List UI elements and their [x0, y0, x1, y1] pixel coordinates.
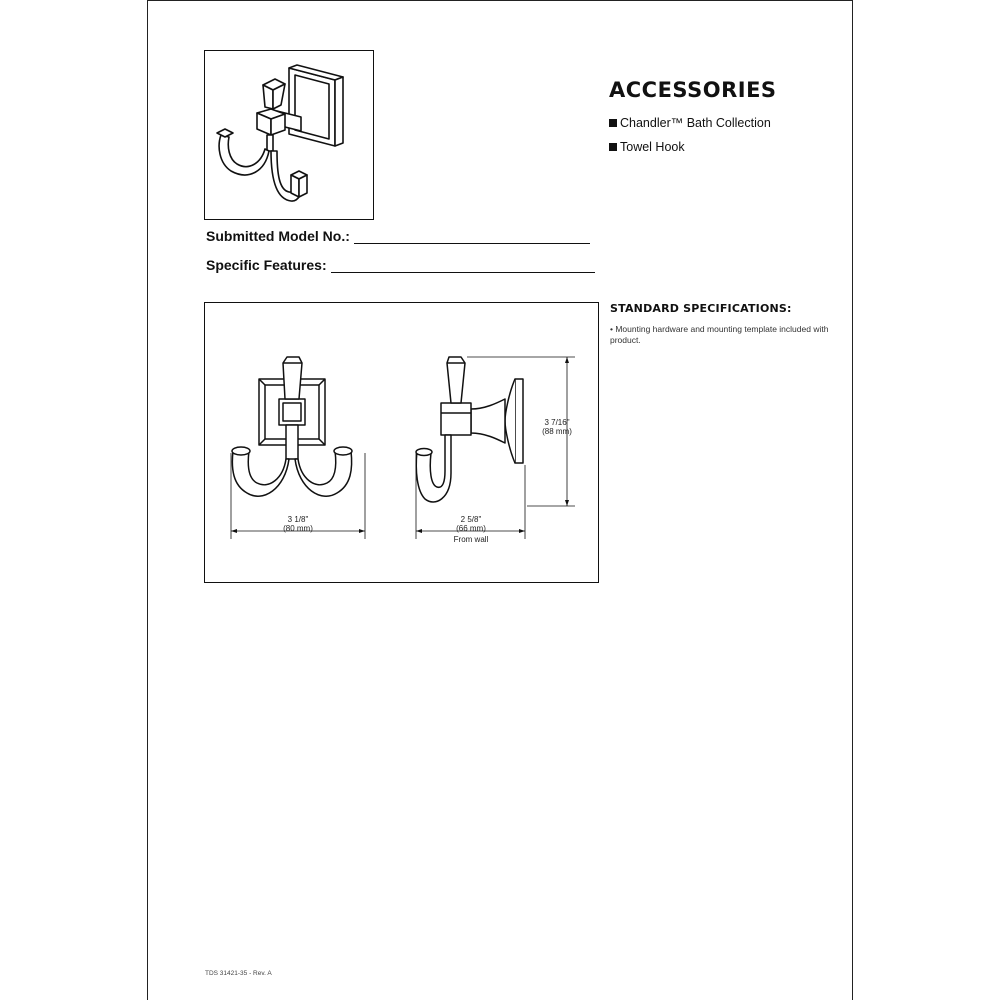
projection-dim-metric: (66 mm) [456, 524, 486, 533]
projection-dim-note: From wall [453, 535, 489, 544]
specific-features-blank[interactable] [331, 271, 595, 273]
projection-dim-imperial: 2 5/8" [460, 515, 482, 524]
submitted-model-blank[interactable] [354, 242, 590, 244]
towel-hook-isometric-drawing [205, 51, 372, 218]
product-line [609, 140, 685, 154]
width-dim-metric: (80 mm) [283, 524, 313, 533]
specific-features-field[interactable] [206, 257, 595, 273]
width-dim-imperial: 3 1/8" [287, 515, 309, 524]
square-bullet-icon [609, 119, 617, 127]
square-bullet-icon [609, 143, 617, 151]
specific-features-label: Specific Features: [206, 257, 327, 273]
spec-item: • Mounting hardware and mounting template included with product. [610, 324, 829, 345]
submitted-model-field[interactable] [206, 228, 590, 244]
height-dim-metric: (88 mm) [542, 427, 572, 436]
product-isometric-frame [204, 50, 374, 220]
page-title: ACCESSORIES [609, 78, 777, 102]
collection-line [609, 116, 771, 130]
standard-specifications-heading: STANDARD SPECIFICATIONS: [610, 302, 792, 315]
dimension-drawings [205, 303, 597, 581]
product-name: Towel Hook [620, 140, 685, 154]
dimension-drawing-frame [204, 302, 599, 583]
collection-name: Chandler™ Bath Collection [620, 116, 771, 130]
height-dim-imperial: 3 7/16" [544, 418, 570, 427]
document-id: TDS 31421-35 - Rev. A [205, 970, 272, 977]
submitted-model-label: Submitted Model No.: [206, 228, 350, 244]
